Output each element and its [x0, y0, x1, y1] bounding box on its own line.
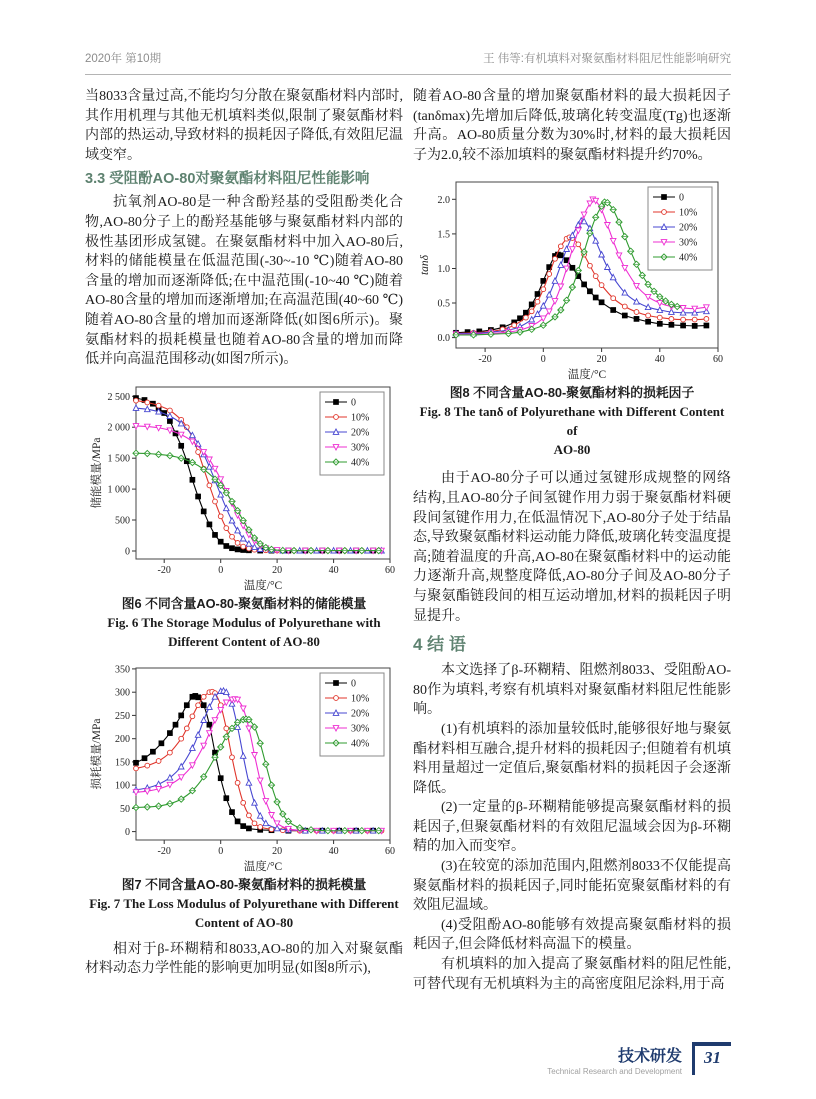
paragraph: 相对于β-环糊精和8033,AO-80的加入对聚氨酯材料动态力学性能的影响更加明显(如图8所示),	[85, 941, 403, 977]
figure-7	[85, 661, 403, 932]
paragraph: 由于AO-80分子可以通过氢键形成规整的网络结构,且AO-80分子间氢键作用力弱于聚氨酯材料硬段间氢键作用力,在低温情况下,AO-80分子处于结晶态,导致聚氨酯材料运动能力降低,玻璃化转变温度提高;随着温度的升高,AO-80在聚氨酯材料中的运动能力逐渐升高,规整度降低,AO-80分子间及AO-80分子与聚氨酯链段间的相互运动增加,材料的损耗因子明显提升。	[413, 471, 731, 624]
page-number-box	[692, 1042, 731, 1075]
svg-text:150: 150	[115, 757, 130, 769]
svg-text:50: 50	[120, 803, 130, 815]
issue-label: 2020年 第10期	[85, 53, 162, 65]
svg-text:0: 0	[351, 397, 356, 409]
figure-8	[413, 175, 731, 459]
paragraph: 当8033含量过高,不能均匀分散在聚氨酯材料内部时,其作用机理与其他无机填料类似,限制了聚氨酯材料内部的热运动,导致材料的损耗因子降低,有效阻尼温域变窄。	[85, 89, 403, 163]
svg-text:30%: 30%	[351, 442, 370, 454]
footer-section-en: Technical Research and Development	[547, 1067, 682, 1076]
svg-text:0: 0	[218, 845, 224, 857]
svg-text:250: 250	[115, 710, 130, 722]
svg-text:60: 60	[385, 845, 395, 857]
svg-text:20%: 20%	[679, 222, 698, 234]
fig8-caption-en: Fig. 8 The tanδ of Polyurethane with Different Content of AO-80	[419, 404, 725, 458]
svg-text:1 500: 1 500	[107, 453, 130, 465]
figure-6	[85, 380, 403, 651]
page-number: 31	[704, 1048, 721, 1067]
svg-text:1.5: 1.5	[437, 229, 450, 241]
svg-text:40%: 40%	[679, 252, 698, 264]
svg-text:500: 500	[115, 515, 130, 527]
svg-text:温度/°C: 温度/°C	[243, 579, 283, 592]
fig6-caption-zh: 图6 不同含量AO-80-聚氨酯材料的储能模量	[121, 595, 367, 611]
paragraph: 抗氧剂AO-80是一种含酚羟基的受阻酚类化合物,AO-80分子上的酚羟基能够与聚氨酯材料内部的极性基团形成氢键。在聚氨酯材料中加入AO-80后,材料的储能模量在低温范围(-30~-10 ℃)随着AO-80含量的增加而逐渐降低;在中温范围(-10~40 ℃)随着AO-80含量的增加而逐渐增加;在高温范围(40~60 ℃)随着AO-80含量的增加而逐渐降低(如图6所示)。聚氨酯材料的损耗模量也随着AO-80含量的增加而降低并向高温范围移动(如图7所示)。	[85, 195, 403, 368]
svg-text:10%: 10%	[351, 412, 370, 424]
svg-text:-20: -20	[157, 845, 171, 857]
paragraph: (3)在较宽的添加范围内,阻燃剂8033不仅能提高聚氨酯材料的损耗因子,同时能拓宽聚氨酯材料的有效阻尼温域。	[413, 859, 731, 914]
svg-text:2.0: 2.0	[437, 195, 450, 207]
page-header	[85, 50, 731, 75]
fig7-caption-zh: 图7 不同含量AO-80-聚氨酯材料的损耗模量	[121, 876, 367, 892]
svg-text:0.0: 0.0	[437, 333, 450, 345]
svg-text:10%: 10%	[679, 207, 698, 219]
svg-text:300: 300	[115, 687, 130, 699]
svg-text:tanδ: tanδ	[419, 255, 431, 276]
svg-text:40: 40	[328, 564, 339, 576]
svg-text:储能模量/MPa: 储能模量/MPa	[91, 437, 103, 509]
svg-text:20%: 20%	[351, 427, 370, 439]
svg-text:-20: -20	[478, 354, 492, 366]
svg-text:40: 40	[654, 354, 665, 366]
svg-text:60: 60	[385, 564, 395, 576]
fig6-chart	[88, 380, 400, 592]
svg-text:350: 350	[115, 664, 130, 676]
paragraph: 随着AO-80含量的增加聚氨酯材料的最大损耗因子(tanδmax)先增加后降低,玻璃化转变温度(Tg)也逐渐升高。AO-80质量分数为30%时,材料的最大损耗因子为2.0,较不添加填料的聚氨酯材料提升约70%。	[413, 89, 731, 163]
svg-text:0: 0	[125, 826, 130, 838]
right-column	[413, 87, 731, 994]
svg-text:40: 40	[328, 845, 339, 857]
svg-text:200: 200	[115, 733, 130, 745]
svg-text:10%: 10%	[351, 693, 370, 705]
footer-section	[547, 1042, 682, 1077]
fig8-caption-zh: 图8 不同含量AO-80-聚氨酯材料的损耗因子	[449, 385, 695, 401]
svg-text:30%: 30%	[679, 237, 698, 249]
svg-text:2 500: 2 500	[107, 391, 130, 403]
fig8-chart	[416, 175, 728, 381]
fig6-caption-en: Fig. 6 The Storage Modulus of Polyurethane with Different Content of AO-80	[107, 614, 381, 649]
paragraph: (2)一定量的β-环糊精能够提高聚氨酯材料的损耗因子,但聚氨酯材料的有效阻尼温域会因为β-环糊精的加入而变窄。	[413, 800, 731, 855]
svg-text:40%: 40%	[351, 457, 370, 469]
svg-text:2 000: 2 000	[107, 422, 130, 434]
fig7-caption-en: Fig. 7 The Loss Modulus of Polyurethane with Different Content of AO-80	[89, 895, 399, 930]
svg-text:20: 20	[596, 354, 607, 366]
svg-text:20%: 20%	[351, 708, 370, 720]
svg-text:60: 60	[713, 354, 723, 366]
footer-section-zh: 技术研发	[617, 1048, 682, 1065]
section-heading-3-3: 3.3 受阻酚AO-80对聚氨酯材料阻尼性能影响	[85, 171, 370, 188]
svg-text:-20: -20	[157, 564, 171, 576]
svg-text:1.0: 1.0	[437, 264, 450, 276]
paragraph: (1)有机填料的添加量较低时,能够很好地与聚氨酯材料相互融合,提升材料的损耗因子;但随着有机填料用量超过一定值后,聚氨酯材料的损耗因子会逐渐降低。	[413, 721, 731, 796]
svg-text:1 000: 1 000	[107, 484, 130, 496]
svg-text:20: 20	[272, 845, 283, 857]
paragraph: 本文选择了β-环糊精、阻燃剂8033、受阻酚AO-80作为填料,考察有机填料对聚氨酯材料阻尼性能影响。	[413, 663, 731, 718]
svg-text:100: 100	[115, 780, 130, 792]
svg-text:温度/°C: 温度/°C	[567, 369, 607, 382]
svg-text:40%: 40%	[351, 738, 370, 750]
two-column-body	[85, 87, 731, 994]
svg-text:温度/°C: 温度/°C	[243, 860, 283, 873]
paragraph: (4)受阻酚AO-80能够有效提高聚氨酯材料的损耗因子,但会降低材料高温下的模量。	[413, 917, 731, 953]
svg-text:损耗模量/MPa: 损耗模量/MPa	[91, 718, 103, 790]
page-footer	[547, 1042, 731, 1077]
svg-text:0: 0	[351, 678, 356, 690]
svg-text:0: 0	[218, 564, 224, 576]
svg-text:30%: 30%	[351, 723, 370, 735]
svg-text:0: 0	[679, 192, 684, 204]
svg-text:0: 0	[125, 546, 130, 558]
running-title: 王 伟等:有机填料对聚氨酯材料阻尼性能影响研究	[483, 53, 731, 65]
left-column	[85, 87, 403, 994]
svg-text:20: 20	[272, 564, 283, 576]
svg-text:0.5: 0.5	[437, 298, 450, 310]
svg-text:0: 0	[540, 354, 546, 366]
fig7-chart	[88, 661, 400, 873]
paragraph: 有机填料的加入提高了聚氨酯材料的阻尼性能,可替代现有无机填料为主的高密度阻尼涂料,用于高	[413, 957, 731, 992]
section-heading-4: 4 结 语	[413, 635, 466, 655]
